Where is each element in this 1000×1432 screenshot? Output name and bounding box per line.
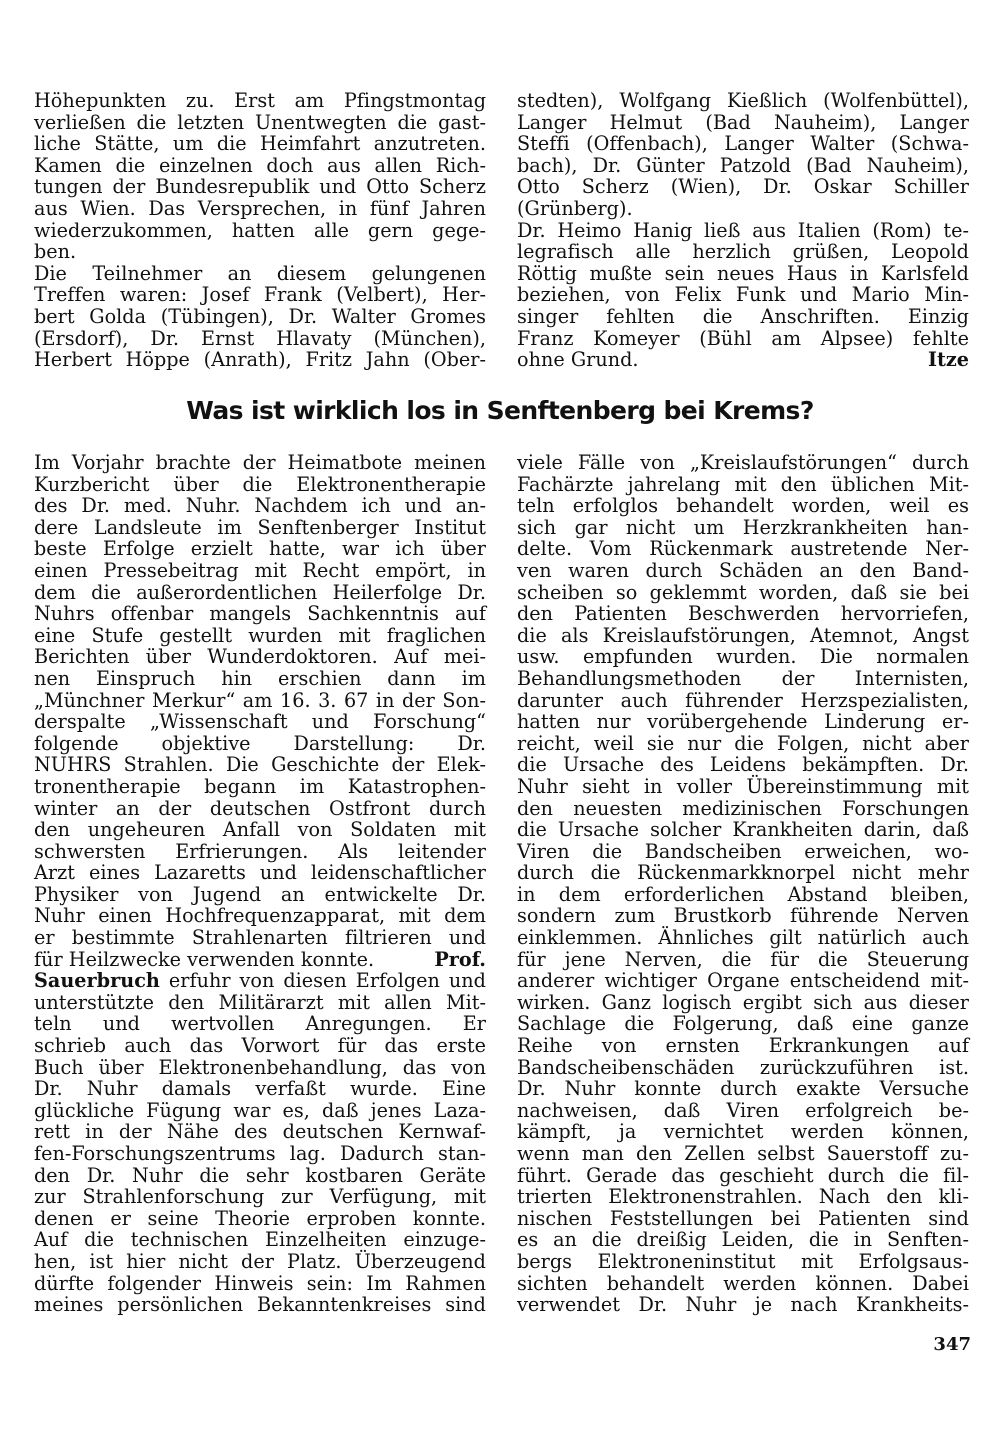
text-line: zur Strahlenforschung zur Verfügung, mit <box>34 1185 486 1209</box>
text-line: bach), Dr. Günter Patzold (Bad Nauheim), <box>517 153 969 177</box>
text-line: darunter auch führender Herzspezialisten, <box>517 688 969 712</box>
text-line: Kamen die einzelnen doch aus allen Rich- <box>34 153 486 177</box>
text-line: des Dr. med. Nuhr. Nachdem ich und an- <box>34 494 486 518</box>
text-line: Arzt eines Lazaretts und leidenschaftlicher <box>34 861 486 885</box>
text-line: rett in der Nähe des deutschen Kernwaf- <box>34 1120 486 1144</box>
text-line: Buch über Elektronenbehandlung, das von <box>34 1055 486 1079</box>
text-line: schrieb auch das Vorwort für das erste <box>34 1034 486 1058</box>
text-line: legrafisch alle herzlich grüßen, Leopold <box>517 240 969 264</box>
text-line: „Münchner Merkur“ am 16. 3. 67 in der Son- <box>34 688 486 712</box>
text-line: für jene Nerven, die für die Steuerung <box>517 947 969 971</box>
text-line: hen, ist hier nicht der Platz. Überzeugend <box>34 1249 486 1273</box>
text-line: delte. Vom Rückenmark austretende Ner- <box>517 537 969 561</box>
text-line: denen er seine Theorie erproben konnte. <box>34 1206 486 1230</box>
text-line: nen Einspruch hin erschien dann im <box>34 666 486 690</box>
text-line: Nuhr sieht in voller Übereinstimmung mit <box>517 774 969 798</box>
text-line: wiederzukommen, hatten alle gern gege- <box>34 218 486 242</box>
text-line: Röttig mußte sein neues Haus in Karlsfeld <box>517 261 969 285</box>
text-line: Auf die technischen Einzelheiten einzuge- <box>34 1228 486 1252</box>
text-line: Langer Helmut (Bad Nauheim), Langer <box>517 110 969 134</box>
text-fragment: für Heilzwecke verwenden konnte. <box>34 947 375 971</box>
text-line: Otto Scherz (Wien), Dr. Oskar Schiller <box>517 175 969 199</box>
text-line: Treffen waren: Josef Frank (Velbert), Her- <box>34 283 486 307</box>
text-line: reicht, weil sie nur die Folgen, nicht aber <box>517 731 969 755</box>
text-line: Reihe von ernsten Erkrankungen auf <box>517 1034 969 1058</box>
text-line: die als Kreislaufstörungen, Atemnot, Angst <box>517 623 969 647</box>
text-line: er bestimmte Strahlenarten filtrieren und <box>34 926 486 950</box>
text-line: folgende objektive Darstellung: Dr. <box>34 731 486 755</box>
author-signature: Itze <box>927 348 969 372</box>
text-line: sich gar nicht um Herzkrankheiten han- <box>517 515 969 539</box>
text-line: Höhepunkten zu. Erst am Pfingstmontag <box>34 89 486 112</box>
text-line: viele Fälle von „Kreislaufstörungen“ durch <box>517 451 969 474</box>
text-line: Dr. Heimo Hanig ließ aus Italien (Rom) te- <box>517 218 969 242</box>
text-line: den Dr. Nuhr die sehr kostbaren Geräte <box>34 1163 486 1187</box>
text-line: singer fehlten die Anschriften. Einzig <box>517 304 969 328</box>
text-line: schwersten Erfrierungen. Als leitender <box>34 839 486 863</box>
text-line: Herbert Höppe (Anrath), Fritz Jahn (Ober- <box>34 348 486 372</box>
text-line: (Grünberg). <box>517 196 633 220</box>
page-number: 347 <box>933 1334 971 1355</box>
text-line: meines persönlichen Bekanntenkreises sind <box>34 1293 486 1317</box>
text-line: glückliche Fügung war es, daß jenes Laza- <box>34 1098 486 1122</box>
text-line: derspalte „Wissenschaft und Forschung“ <box>34 710 486 734</box>
text-line: Berichten über Wunderdoktoren. Auf mei- <box>34 645 486 669</box>
text-line: Sachlage die Folgerung, daß eine ganze <box>517 1012 969 1036</box>
text-line: wirken. Ganz logisch ergibt sich aus dieser <box>517 990 969 1014</box>
bold-name-prefix: Prof. <box>434 947 486 971</box>
text-line: NUHRS Strahlen. Die Geschichte der Elek- <box>34 753 486 777</box>
text-line: die Ursache solcher Krankheiten darin, daß <box>517 818 969 842</box>
text-line: Nuhrs offenbar mangels Sachkenntnis auf <box>34 602 486 626</box>
text-line: tronentherapie begann im Katastrophen- <box>34 774 486 798</box>
text-line: (Ersdorf), Dr. Ernst Hlavaty (München), <box>34 326 486 350</box>
article-headline: Was ist wirklich los in Senftenberg bei Krems? <box>186 396 814 425</box>
text-line: Die Teilnehmer an diesem gelungenen <box>34 261 486 285</box>
text-line: dem die außerordentlichen Heilerfolge Dr. <box>34 580 486 604</box>
text-line: die Ursache des Leidens bekämpften. Dr. <box>517 753 969 777</box>
text-line: einen Pressebeitrag mit Recht empört, in <box>34 558 486 582</box>
text-line: wenn man den Zellen selbst Sauerstoff zu- <box>517 1142 969 1165</box>
text-line: verließen die letzten Unentwegten die gast- <box>34 110 486 134</box>
article-right-column <box>517 452 969 1316</box>
text-line: nischen Feststellungen bei Patienten sind <box>517 1206 969 1230</box>
text-line: Bandscheibenschäden zurückzuführen ist. <box>517 1055 969 1079</box>
text-line: es an die dreißig Leiden, die in Senften- <box>517 1228 969 1252</box>
text-line: Physiker von Jugend an entwickelte Dr. <box>34 882 486 906</box>
text-line: tungen der Bundesrepublik und Otto Scherz <box>34 175 486 199</box>
text-line: stedten), Wolfgang Kießlich (Wolfenbüttel), <box>517 89 969 112</box>
text-line: dere Landsleute im Senftenberger Institut <box>34 515 486 539</box>
top-article-left-column <box>34 90 486 371</box>
text-line: den Patienten Beschwerden hervorriefen, <box>517 602 969 626</box>
text-line <box>34 949 486 971</box>
text-line: sondern zum Brustkorb führende Nerven <box>517 904 969 928</box>
text-line: den ungeheuren Anfall von Soldaten mit <box>34 818 486 842</box>
text-line: scheiben so geklemmt worden, daß sie bei <box>517 580 969 604</box>
text-line: Dr. Nuhr damals verfaßt wurde. Eine <box>34 1077 486 1101</box>
text-fragment: erfuhr von diesen Erfolgen und <box>159 969 486 993</box>
text-line: teln und wertvollen Anregungen. Er <box>34 1012 486 1036</box>
text-line: Kurzbericht über die Elektronentherapie <box>34 472 486 496</box>
text-line: Viren die Bandscheiben erweichen, wo- <box>517 839 969 863</box>
text-line: usw. empfunden wurden. Die normalen <box>517 645 969 669</box>
text-line: teln erfolglos behandelt worden, weil es <box>517 494 969 518</box>
text-line: sichten behandelt werden können. Dabei <box>517 1271 969 1295</box>
text-line: hatten nur vorübergehende Linderung er- <box>517 710 969 734</box>
text-line: kämpft, ja vernichtet werden können, <box>517 1120 969 1144</box>
text-line: anderer wichtiger Organe entscheidend mit- <box>517 969 969 993</box>
text-line: Nuhr einen Hochfrequenzapparat, mit dem <box>34 904 486 928</box>
text-line: fen-Forschungszentrums lag. Dadurch stan- <box>34 1142 486 1165</box>
text-line: Dr. Nuhr konnte durch exakte Versuche <box>517 1077 969 1101</box>
text-line: bergs Elektroneninstitut mit Erfolgsaus- <box>517 1249 969 1273</box>
closing-text: ohne Grund. <box>517 348 639 372</box>
text-line: einklemmen. Ähnliches gilt natürlich auch <box>517 926 969 950</box>
text-line: ven waren durch Schäden an den Band- <box>517 558 969 582</box>
text-line: bert Golda (Tübingen), Dr. Walter Gromes <box>34 304 486 328</box>
text-line: den neuesten medizinischen Forschungen <box>517 796 969 820</box>
text-line: winter an der deutschen Ostfront durch <box>34 796 486 820</box>
text-line: Behandlungsmethoden der Internisten, <box>517 666 969 690</box>
text-line: beziehen, von Felix Funk und Mario Min- <box>517 283 969 307</box>
text-line: unterstützte den Militärarzt mit allen Mit- <box>34 990 486 1014</box>
text-line: durch die Rückenmarkknorpel nicht mehr <box>517 861 969 885</box>
closing-line <box>517 349 969 371</box>
text-line: eine Stufe gestellt wurden mit fraglichen <box>34 623 486 647</box>
text-line: verwendet Dr. Nuhr je nach Krankheits- <box>517 1293 969 1317</box>
text-line: aus Wien. Das Versprechen, in fünf Jahren <box>34 196 486 220</box>
text-line: Im Vorjahr brachte der Heimatbote meinen <box>34 451 486 474</box>
text-line: nachweisen, daß Viren erfolgreich be- <box>517 1098 969 1122</box>
text-line: trierten Elektronenstrahlen. Nach den kli- <box>517 1185 969 1209</box>
text-line: ben. <box>34 240 77 264</box>
text-line: Steffi (Offenbach), Langer Walter (Schwa- <box>517 132 969 156</box>
text-line: Franz Komeyer (Bühl am Alpsee) fehlte <box>517 326 969 350</box>
text-line: führt. Gerade das geschieht durch die fil- <box>517 1163 969 1187</box>
text-line: beste Erfolge erzielt hatte, war ich über <box>34 537 486 561</box>
top-article-right-column <box>517 90 969 371</box>
text-line: in dem erforderlichen Abstand bleiben, <box>517 882 969 906</box>
bold-name: Sauerbruch <box>34 969 160 993</box>
text-line: liche Stätte, um die Heimfahrt anzutreten. <box>34 132 486 156</box>
text-line: Fachärzte jahrelang mit den üblichen Mit- <box>517 472 969 496</box>
article-left-column <box>34 452 486 1316</box>
text-line: dürfte folgender Hinweis sein: Im Rahmen <box>34 1271 486 1295</box>
text-line <box>34 970 486 992</box>
